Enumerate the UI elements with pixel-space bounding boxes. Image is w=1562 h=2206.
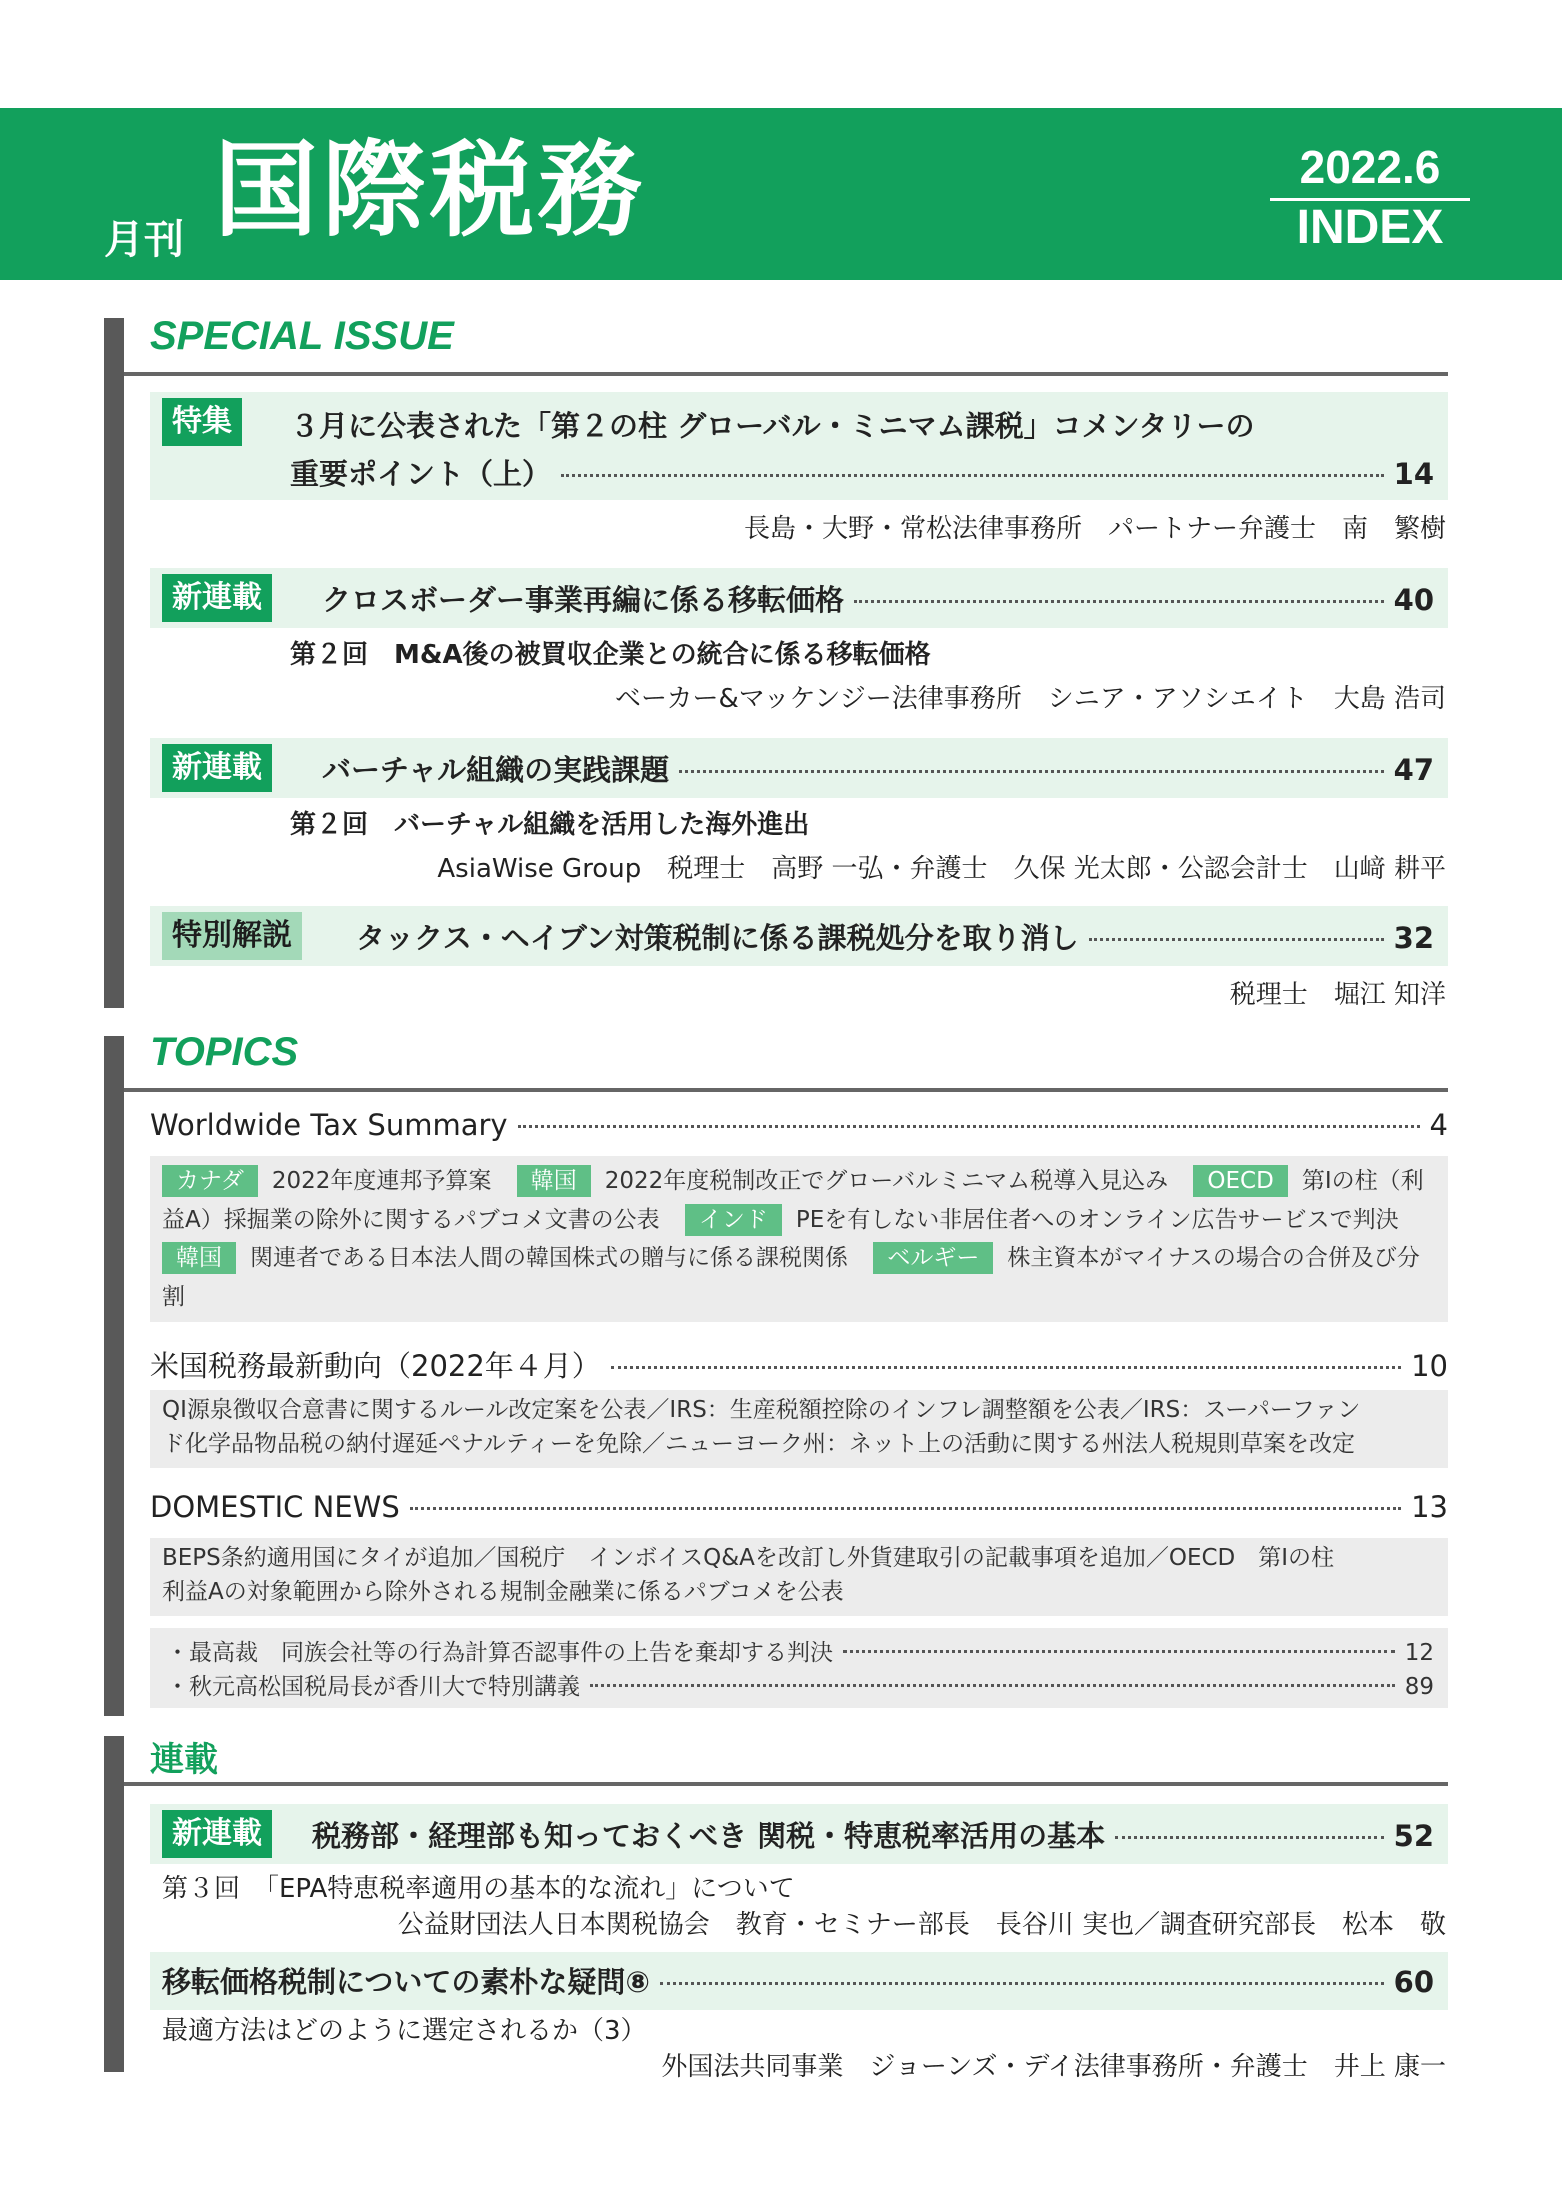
misc-news-item[interactable]	[166, 1668, 1434, 1701]
us-tax-title: 米国税務最新動向（2022年４月）	[150, 1349, 601, 1383]
page-number: 47	[1393, 753, 1434, 787]
page-number: 4	[1429, 1108, 1448, 1142]
serial-a-title-row[interactable]	[322, 578, 1434, 619]
topics-section-rule	[124, 1088, 1448, 1092]
summary-item: 2022年度税制改正でグローバルミニマム税導入見込み	[604, 1168, 1169, 1194]
special-section-rule	[124, 372, 1448, 376]
leader-dots	[843, 1650, 1395, 1653]
index-label: INDEX	[1296, 201, 1444, 254]
serial-section-rule	[124, 1782, 1448, 1786]
serial-customs-title-row[interactable]	[312, 1814, 1434, 1855]
feature-title-row[interactable]	[290, 452, 1434, 493]
special-commentary-tag: 特別解説	[162, 912, 302, 960]
page-number: 60	[1393, 1965, 1434, 1999]
serial-customs-author: 公益財団法人日本関税協会 教育・セミナー部長 長谷川 実也／調査研究部長 松本 敬	[397, 1910, 1446, 1940]
feature-title-line1[interactable]: ３月に公表された「第２の柱 グローバル・ミニマム課税」コメンタリーの	[290, 409, 1255, 443]
serial-tp-subtitle: 最適方法はどのように選定されるか（3）	[162, 2016, 647, 2046]
issue-number: 2022.6	[1299, 141, 1441, 193]
summary-item: 第Ⅰの柱（利益A）採掘業の除外に関するパブコメ文書の公表	[162, 1168, 1424, 1233]
leader-dots	[1115, 1836, 1384, 1839]
domestic-news-summary-line1: BEPS条約適用国にタイが追加／国税庁 インボイスQ&Aを改訂し外貨建取引の記載事項を追加／OECD 第Ⅰの柱	[162, 1545, 1335, 1571]
serial-customs-subtitle: 第３回 「EPA特恵税率適用の基本的な流れ」について	[162, 1874, 795, 1904]
commentary-title: タックス・ヘイブン対策税制に係る課税処分を取り消し	[356, 921, 1079, 955]
new-serial-tag: 新連載	[162, 574, 272, 622]
misc-news-text: ・最高裁 同族会社等の行為計算否認事件の上告を棄却する判決	[166, 1640, 833, 1666]
feature-title-line2: 重要ポイント（上）	[290, 457, 552, 491]
serial-b-title-row[interactable]	[322, 748, 1434, 789]
page-number: 10	[1411, 1349, 1448, 1383]
feature-author: 長島・大野・常松法律事務所 パートナー弁護士 南 繁樹	[743, 514, 1446, 544]
topics-section-heading: TOPICS	[150, 1030, 299, 1074]
commentary-author: 税理士 堀江 知洋	[1229, 980, 1446, 1010]
serial-b-title: バーチャル組織の実践課題	[322, 753, 670, 787]
us-tax-summary-line2: ド化学品物品税の納付遅延ペナルティーを免除／ニューヨーク州：ネット上の活動に関する州法人税規則草案を改定	[162, 1431, 1356, 1457]
page-number: 89	[1404, 1674, 1434, 1700]
serial-section-bar	[104, 1736, 124, 2072]
leader-dots	[611, 1366, 1401, 1369]
new-serial-tag: 新連載	[162, 1810, 272, 1858]
us-tax-title-row[interactable]	[150, 1344, 1448, 1385]
new-serial-tag: 新連載	[162, 744, 272, 792]
page-number: 52	[1393, 1819, 1434, 1853]
serial-b-author: AsiaWise Group 税理士 高野 一弘・弁護士 久保 光太郎・公認会計士 山﨑 耕平	[437, 854, 1446, 884]
serial-a-author: ベーカー&マッケンジー法律事務所 シニア・アソシエイト 大島 浩司	[614, 684, 1446, 714]
leader-dots	[518, 1125, 1420, 1128]
wts-title-row[interactable]	[150, 1108, 1448, 1142]
us-tax-summary-line1: QI源泉徴収合意書に関するルール改定案を公表／IRS：生産税額控除のインフレ調整額を公表／IRS：スーパーファン	[162, 1397, 1361, 1423]
serial-customs-title: 税務部・経理部も知っておくべき 関税・特恵税率活用の基本	[312, 1819, 1106, 1853]
leader-dots	[679, 770, 1384, 773]
special-section-heading: SPECIAL ISSUE	[150, 314, 454, 358]
serial-tp-title-row[interactable]	[162, 1960, 1434, 2001]
domestic-news-title-row[interactable]	[150, 1490, 1448, 1524]
serial-tp-author: 外国法共同事業 ジョーンズ・デイ法律事務所・弁護士 井上 康一	[661, 2052, 1446, 2082]
page-number: 40	[1393, 583, 1434, 617]
misc-news-text: ・秋元高松国税局長が香川大で特別講義	[166, 1674, 580, 1700]
magazine-prefix: 月刊	[104, 217, 184, 263]
page-number: 32	[1393, 921, 1434, 955]
misc-news-item[interactable]	[166, 1634, 1434, 1667]
leader-dots	[561, 474, 1384, 477]
domestic-news-title: DOMESTIC NEWS	[150, 1490, 400, 1524]
country-badge: 韓国	[517, 1165, 591, 1197]
special-section-bar	[104, 318, 124, 1008]
summary-item: 株主資本がマイナスの場合の合併及び分割	[162, 1245, 1420, 1310]
topics-section-bar	[104, 1036, 124, 1716]
leader-dots	[590, 1684, 1395, 1687]
country-badge: OECD	[1193, 1165, 1287, 1197]
wts-summary	[162, 1162, 1440, 1316]
page-number: 12	[1404, 1640, 1434, 1666]
magazine-title: 国際税務	[214, 129, 647, 251]
feature-tag: 特集	[162, 398, 242, 446]
serial-tp-title: 移転価格税制についての素朴な疑問⑧	[162, 1965, 650, 1999]
page-number: 13	[1411, 1490, 1448, 1524]
leader-dots	[410, 1507, 1401, 1510]
country-badge: ベルギー	[873, 1242, 993, 1274]
summary-item: 2022年度連邦予算案	[271, 1168, 492, 1194]
country-badge: カナダ	[162, 1165, 258, 1197]
serial-a-subtitle: 第２回 M&A後の被買収企業との統合に係る移転価格	[290, 640, 931, 670]
serial-b-subtitle: 第２回 バーチャル組織を活用した海外進出	[290, 810, 810, 840]
serial-a-title: クロスボーダー事業再編に係る移転価格	[322, 583, 845, 617]
commentary-title-row[interactable]	[356, 916, 1434, 957]
leader-dots	[660, 1982, 1384, 1985]
country-badge: インド	[685, 1204, 782, 1236]
page-number: 14	[1393, 457, 1434, 491]
serial-section-heading: 連載	[150, 1740, 218, 1780]
leader-dots	[1089, 938, 1384, 941]
country-badge: 韓国	[162, 1242, 236, 1274]
summary-item: 関連者である日本法人間の韓国株式の贈与に係る課税関係	[250, 1245, 848, 1271]
leader-dots	[854, 600, 1384, 603]
domestic-news-summary-line2: 利益Aの対象範囲から除外される規制金融業に係るパブコメを公表	[162, 1579, 844, 1605]
summary-item: PEを有しない非居住者へのオンライン広告サービスで判決	[795, 1206, 1399, 1233]
wts-title: Worldwide Tax Summary	[150, 1108, 508, 1142]
